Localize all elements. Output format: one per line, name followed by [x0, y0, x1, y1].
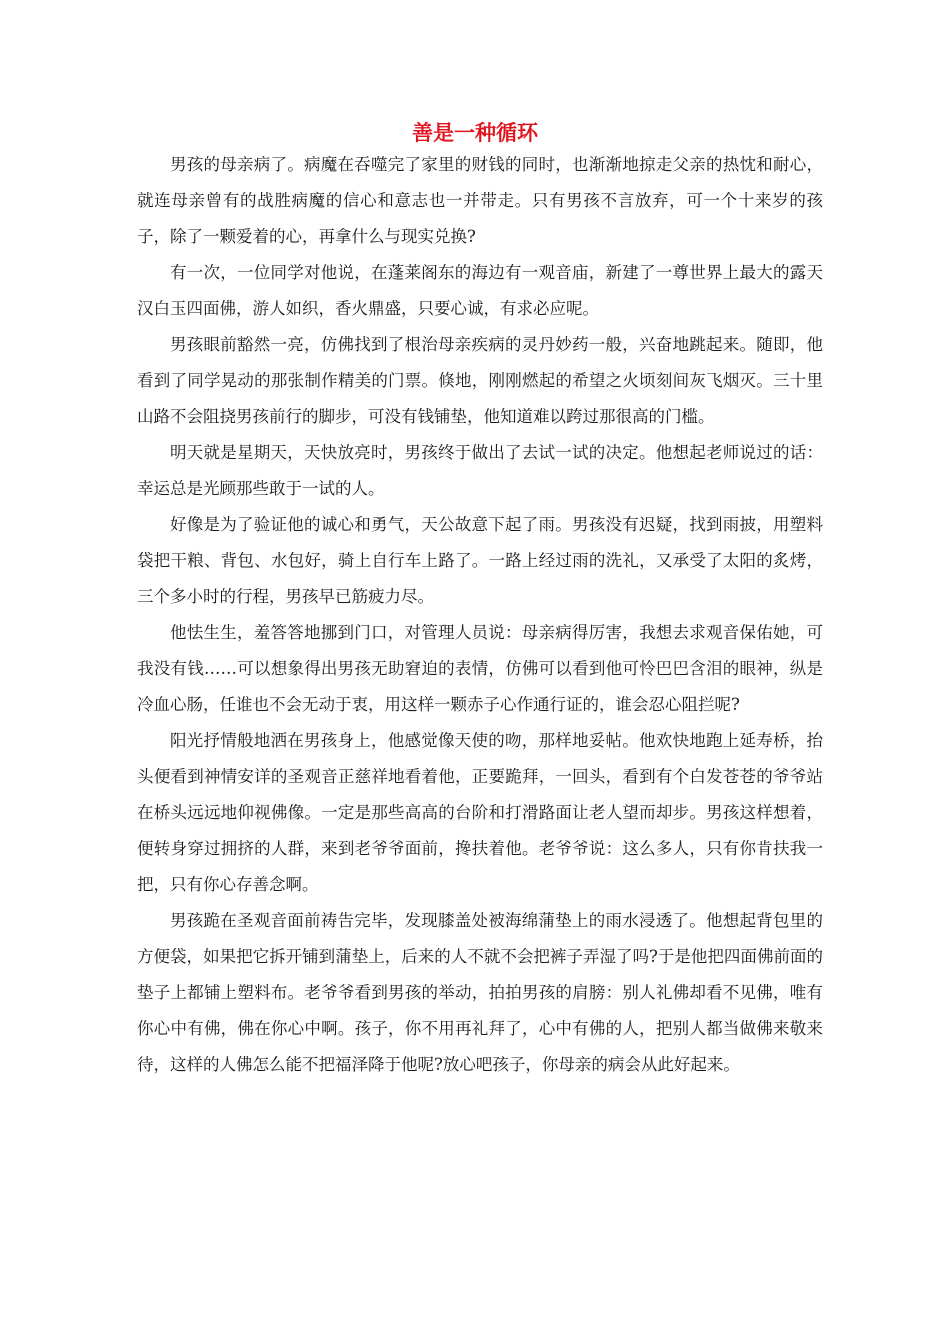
paragraph: 阳光抒情般地洒在男孩身上，他感觉像天使的吻，那样地妥帖。他欢快地跑上延寿桥，抬头便看到神情安详的圣观音正慈祥地看着他，正要跪拜，一回头，看到有个白发苍苍的爷爷站在桥头远远地仰视佛像。一定是那些高高的台阶和打滑路面让老人望而却步。男孩这样想着，便转身穿过拥挤的人群，来到老爷爷面前，搀扶着他。老爷爷说：这么多人，只有你肯扶我一把，只有你心存善念啊。	[137, 731, 823, 894]
paragraph: 男孩眼前豁然一亮，仿佛找到了根治母亲疾病的灵丹妙药一般，兴奋地跳起来。随即，他看到了同学晃动的那张制作精美的门票。倏地，刚刚燃起的希望之火顷刻间灰飞烟灭。三十里山路不会阻挠男孩前行的脚步，可没有钱铺垫，他知道难以跨过那很高的门槛。	[137, 335, 823, 426]
paragraph: 他怯生生，羞答答地挪到门口，对管理人员说：母亲病得厉害，我想去求观音保佑她，可我没有钱……可以想象得出男孩无助窘迫的表情，仿佛可以看到他可怜巴巴含泪的眼神，纵是冷血心肠，任谁也不会无动于衷，用这样一颗赤子心作通行证的，谁会忍心阻拦呢?	[137, 623, 823, 714]
paragraph: 男孩跪在圣观音面前祷告完毕，发现膝盖处被海绵蒲垫上的雨水浸透了。他想起背包里的方便袋，如果把它拆开铺到蒲垫上，后来的人不就不会把裤子弄湿了吗?于是他把四面佛前面的垫子上都铺上塑料布。老爷爷看到男孩的举动，拍拍男孩的肩膀：别人礼佛却看不见佛，唯有你心中有佛，佛在你心中啊。孩子，你不用再礼拜了，心中有佛的人，把别人都当做佛来敬来待，这样的人佛怎么能不把福泽降于他呢?放心吧孩子，你母亲的病会从此好起来。	[137, 911, 823, 1074]
paragraph: 明天就是星期天，天快放亮时，男孩终于做出了去试一试的决定。他想起老师说过的话：幸运总是光顾那些敢于一试的人。	[137, 443, 823, 498]
paragraph: 男孩的母亲病了。病魔在吞噬完了家里的财钱的同时，也渐渐地掠走父亲的热忱和耐心，就连母亲曾有的战胜病魔的信心和意志也一并带走。只有男孩不言放弃，可一个十来岁的孩子，除了一颗爱着的心，再拿什么与现实兑换?	[137, 155, 823, 246]
document-title: 善是一种循环	[412, 121, 538, 145]
paragraph: 有一次，一位同学对他说，在蓬莱阁东的海边有一观音庙，新建了一尊世界上最大的露天汉白玉四面佛，游人如织，香火鼎盛，只要心诚，有求必应呢。	[137, 263, 823, 318]
document-body	[137, 147, 823, 1083]
paragraph: 好像是为了验证他的诚心和勇气，天公故意下起了雨。男孩没有迟疑，找到雨披，用塑料袋把干粮、背包、水包好，骑上自行车上路了。一路上经过雨的洗礼，又承受了太阳的炙烤，三个多小时的行程，男孩早已筋疲力尽。	[137, 515, 823, 606]
